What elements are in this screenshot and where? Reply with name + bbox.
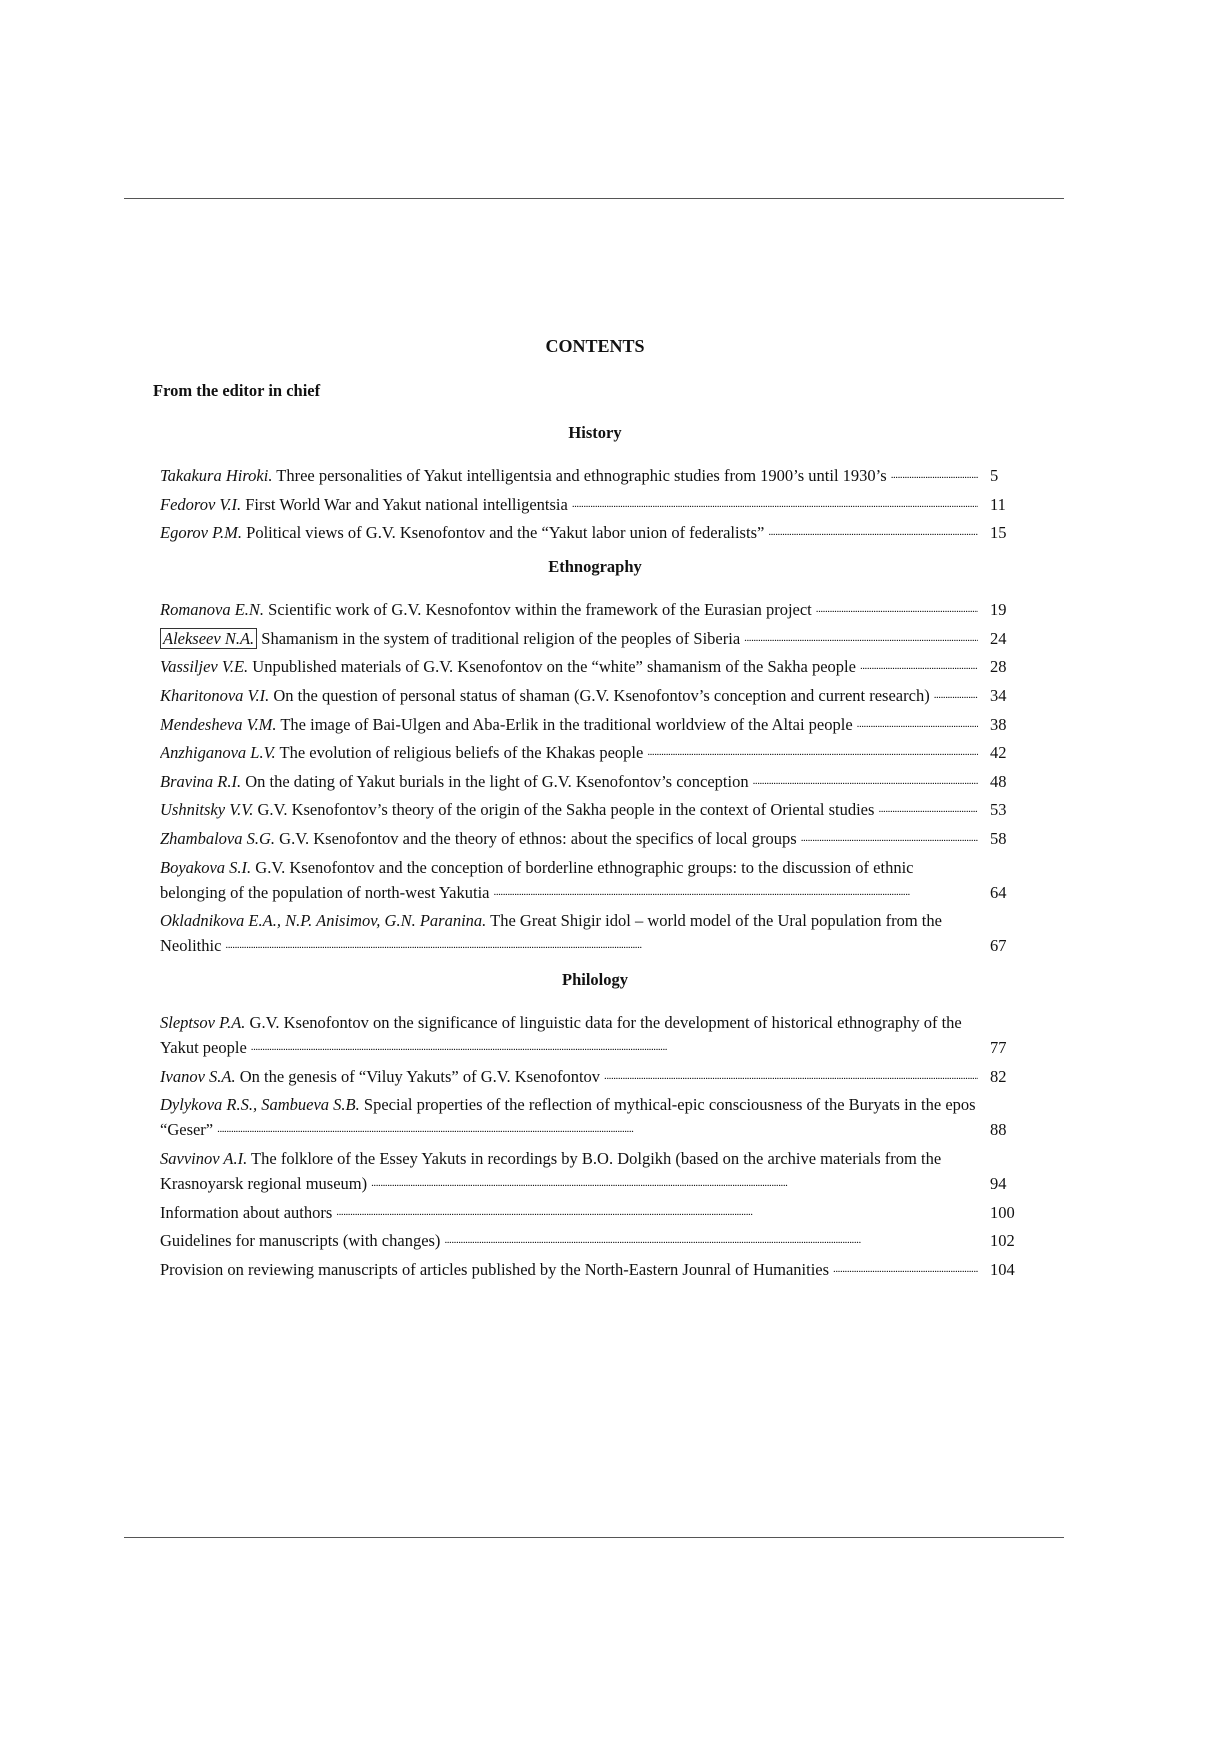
entry-title <box>160 826 978 851</box>
entry-title <box>160 1064 978 1089</box>
entry-text: Three personalities of Yakut intelligentsia and ethnographic studies from 1900’s until 1930’s <box>272 466 887 485</box>
toc-entry[interactable] <box>160 740 1030 765</box>
entry-author: Ivanov S.A. <box>160 1066 236 1086</box>
entry-text: The evolution of religious beliefs of the Khakas people <box>275 743 644 763</box>
section-heading: Philology <box>561 970 628 990</box>
table-of-contents <box>153 336 1030 1285</box>
entry-title <box>160 712 978 737</box>
entry-title <box>160 740 978 765</box>
entry-text: Special properties of the reflection of mythical-epic consciousness of the Buryats in the epos “Geser” <box>160 1095 976 1140</box>
toc-entry[interactable] <box>160 1257 1030 1282</box>
entry-page-number: 58 <box>990 828 1007 848</box>
entry-page-number: 24 <box>990 628 1007 648</box>
entry-page-number: 5 <box>990 466 999 485</box>
entry-author: Zhambalova S.G. <box>160 828 276 848</box>
toc-entry[interactable] <box>160 1146 1030 1196</box>
entry-page-number: 34 <box>990 685 1007 705</box>
entry-text: On the question of personal status of shaman (G.V. Ksenofontov’s conception and current research) <box>269 685 930 705</box>
entry-title <box>160 520 978 545</box>
entry-author: Vassiljev V.E. <box>160 657 249 677</box>
toc-entry[interactable] <box>160 1228 1030 1253</box>
entry-page-number: 82 <box>990 1066 1007 1086</box>
entry-author: Romanova E.N. <box>160 600 265 620</box>
entry-author: Alekseev N.A. <box>160 628 257 649</box>
entry-title <box>160 1228 978 1253</box>
entry-page-number: 67 <box>990 936 1007 956</box>
entry-page-number: 100 <box>990 1202 1015 1222</box>
entry-title <box>160 1010 978 1060</box>
entry-title <box>160 683 978 708</box>
entry-page-number: 42 <box>990 743 1007 763</box>
entry-page-number: 64 <box>990 882 1007 902</box>
entry-title <box>160 463 978 488</box>
toc-entry[interactable] <box>160 769 1030 794</box>
entry-text: The folklore of the Essey Yakuts in recordings by B.O. Dolgikh (based on the archive materials from the Krasnoyarsk regional museum) <box>160 1148 942 1193</box>
toc-entry[interactable] <box>160 492 1030 517</box>
toc-entry[interactable] <box>160 1064 1030 1089</box>
entry-text: On the genesis of “Viluy Yakuts” of G.V. Ksenofontov <box>235 1066 601 1086</box>
toc-entry[interactable] <box>160 626 1030 651</box>
entry-author: Savvinov A.I. <box>160 1148 248 1168</box>
toc-entry[interactable] <box>160 855 1030 905</box>
entry-page-number: 48 <box>990 771 1007 791</box>
entry-page-number: 88 <box>990 1120 1007 1140</box>
entry-title <box>160 908 978 958</box>
toc-entry[interactable] <box>160 1092 1030 1142</box>
entry-page-number: 38 <box>990 714 1007 734</box>
toc-entry[interactable] <box>160 654 1030 679</box>
entry-text: On the dating of Yakut burials in the light of G.V. Ksenofontov’s conception <box>241 771 749 791</box>
entry-text: Provision on reviewing manuscripts of articles published by the North-Eastern Jounral of Humanities <box>160 1259 830 1279</box>
entry-title <box>160 597 978 622</box>
toc-entry[interactable] <box>160 797 1030 822</box>
entry-author: Ushnitsky V.V. <box>160 800 254 820</box>
entry-title <box>160 626 978 651</box>
entry-title <box>160 654 978 679</box>
top-rule <box>124 198 1064 199</box>
entry-author: Kharitonova V.I. <box>160 685 270 705</box>
entry-text: Scientific work of G.V. Kesnofontov within the framework of the Eurasian project <box>264 600 812 620</box>
entry-text: G.V. Ksenofontov’s theory of the origin of the Sakha people in the context of Oriental studies <box>253 800 875 820</box>
entry-page-number: 102 <box>990 1231 1015 1251</box>
entry-author: Okladnikova E.A., N.P. Anisimov, G.N. Paranina. <box>160 911 487 931</box>
toc-entry[interactable] <box>160 683 1030 708</box>
entry-page-number: 28 <box>990 657 1007 677</box>
entry-text: G.V. Ksenofontov and the conception of borderline ethnographic groups: to the discussion of ethnic belonging of the population of north-west Yakutia <box>160 857 914 902</box>
entry-text: The Great Shigir idol – world model of the Ural population from the Neolithic <box>160 911 942 956</box>
section-heading: Ethnography <box>548 557 642 577</box>
entry-text: G.V. Ksenofontov on the significance of linguistic data for the development of historical ethnography of the Yakut people <box>160 1013 962 1058</box>
entry-author: Dylykova R.S., Sambueva S.B. <box>160 1095 360 1115</box>
section-heading: History <box>568 423 622 442</box>
entry-author: Egorov P.M. <box>160 523 243 543</box>
entry-title <box>160 855 978 905</box>
entry-page-number: 104 <box>990 1259 1015 1279</box>
entry-page-number: 11 <box>990 494 1006 514</box>
entry-text: Shamanism in the system of traditional religion of the peoples of Siberia <box>257 628 741 648</box>
entry-text: First World War and Yakut national intelligentsia <box>241 494 568 514</box>
toc-entry[interactable] <box>160 826 1030 851</box>
entry-page-number: 94 <box>990 1173 1007 1193</box>
entry-text: Political views of G.V. Ksenofontov and the “Yakut labor union of federalists” <box>242 523 765 543</box>
entry-title <box>160 797 978 822</box>
entry-author: Fedorov V.I. <box>160 494 242 514</box>
entry-text: Guidelines for manuscripts (with changes) <box>160 1231 441 1251</box>
entry-text: Information about authors <box>160 1202 333 1222</box>
toc-entry[interactable] <box>160 1010 1030 1060</box>
toc-entry[interactable] <box>160 463 1030 488</box>
toc-entry[interactable] <box>160 712 1030 737</box>
entry-author: Takakura Hiroki. <box>160 466 273 485</box>
contents-title: CONTENTS <box>545 336 645 356</box>
toc-entry[interactable] <box>160 1200 1030 1225</box>
toc-entry[interactable] <box>160 520 1030 545</box>
toc-entry[interactable] <box>160 597 1030 622</box>
entry-author: Boyakova S.I. <box>160 857 252 877</box>
entry-text: The image of Bai-Ulgen and Aba-Erlik in the traditional worldview of the Altai people <box>276 714 853 734</box>
entry-text: Unpublished materials of G.V. Ksenofontov on the “white” shamanism of the Sakha people <box>248 657 856 677</box>
entry-title <box>160 1092 978 1142</box>
toc-entry[interactable] <box>160 908 1030 958</box>
entry-title <box>160 1200 978 1225</box>
entry-author: Sleptsov P.A. <box>160 1013 246 1033</box>
entry-title <box>160 1257 978 1282</box>
entry-author: Bravina R.I. <box>160 771 242 791</box>
entry-author: Mendesheva V.M. <box>160 714 277 734</box>
entry-page-number: 53 <box>990 800 1007 820</box>
entry-page-number: 77 <box>990 1038 1007 1058</box>
entry-title <box>160 492 978 517</box>
entry-title <box>160 1146 978 1196</box>
entry-text: G.V. Ksenofontov and the theory of ethnos: about the specifics of local groups <box>275 828 797 848</box>
bottom-rule <box>124 1537 1064 1538</box>
entry-title <box>160 769 978 794</box>
entry-page-number: 15 <box>990 523 1007 543</box>
entry-page-number: 19 <box>990 600 1007 620</box>
editor-note-link[interactable]: From the editor in chief <box>153 381 321 400</box>
entry-author: Anzhiganova L.V. <box>160 743 276 763</box>
